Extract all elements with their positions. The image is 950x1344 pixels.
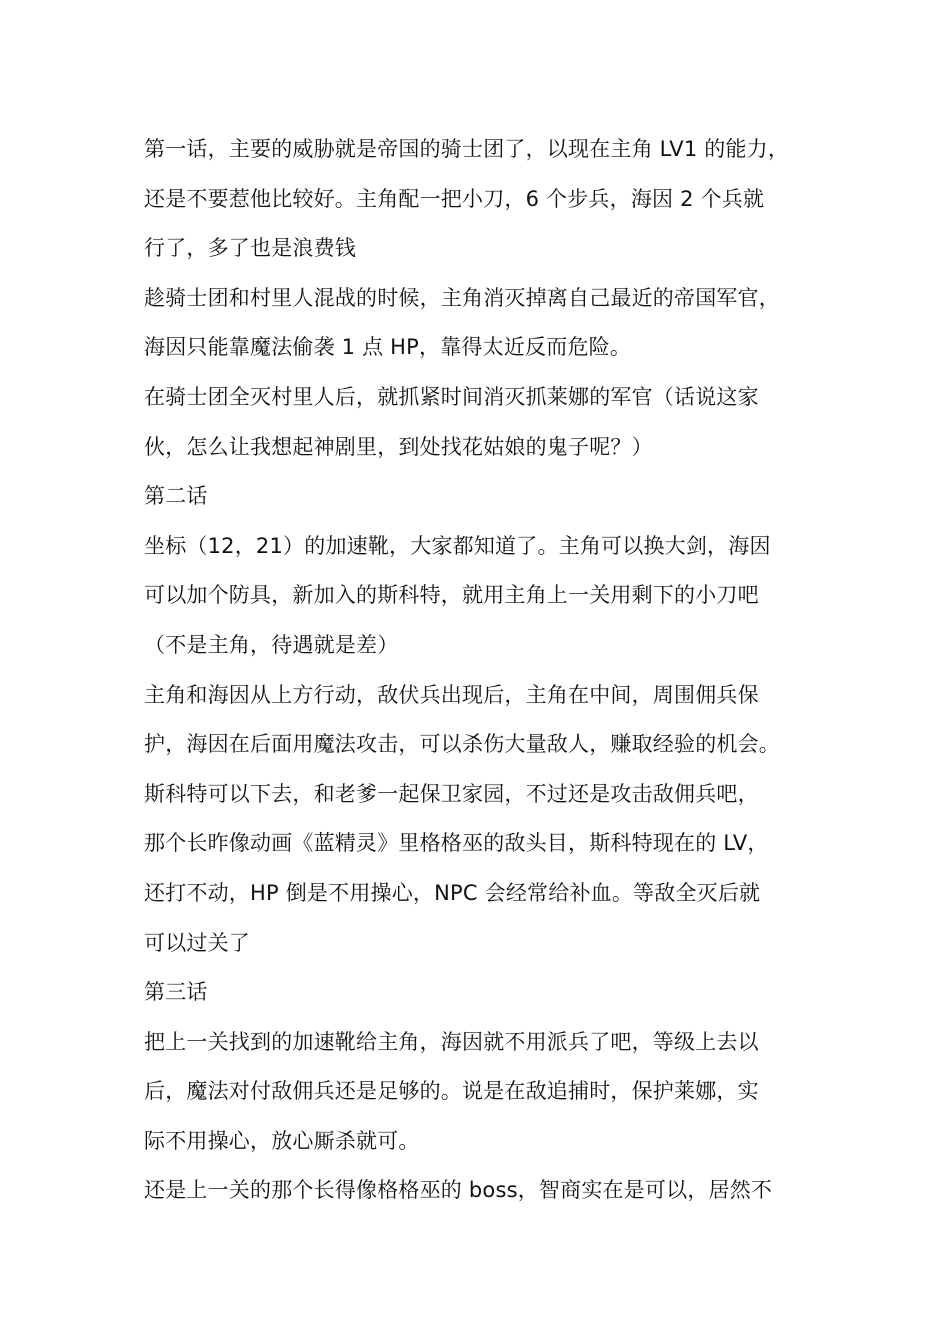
text-line: 斯科特可以下去，和老爹一起保卫家园，不过还是攻击敌佣兵吧， bbox=[144, 781, 759, 806]
section-heading: 第三话 bbox=[144, 980, 208, 1005]
text-line: 还打不动，HP 倒是不用操心，NPC 会经常给补血。等敌全灭后就 bbox=[144, 880, 761, 905]
text-line: 把上一关找到的加速靴给主角，海因就不用派兵了吧，等级上去以 bbox=[144, 1029, 759, 1054]
text-line: 后，魔法对付敌佣兵还是足够的。说是在敌追捕时，保护莱娜，实 bbox=[144, 1079, 759, 1104]
text-line: 可以过关了 bbox=[144, 930, 250, 955]
text-line: 还是上一关的那个长得像格格巫的 boss，智商实在是可以，居然不 bbox=[144, 1178, 773, 1203]
text-line: 坐标（12，21）的加速靴，大家都知道了。主角可以换大剑，海因 bbox=[144, 533, 771, 558]
text-line: 第一话，主要的威胁就是帝国的骑士团了，以现在主角 LV1 的能力， bbox=[144, 137, 790, 161]
text-line: 还是不要惹他比较好。主角配一把小刀，6 个步兵，海因 2 个兵就 bbox=[144, 186, 765, 211]
text-line: 在骑士团全灭村里人后，就抓紧时间消灭抓莱娜的军官（话说这家 bbox=[144, 384, 759, 409]
text-line: 海因只能靠魔法偷袭 1 点 HP，靠得太近反而危险。 bbox=[144, 335, 632, 360]
text-line: 行了，多了也是浪费钱 bbox=[144, 236, 356, 261]
text-line: 际不用操心，放心厮杀就可。 bbox=[144, 1128, 420, 1153]
text-line: 可以加个防具，新加入的斯科特，就用主角上一关用剩下的小刀吧 bbox=[144, 583, 759, 608]
document-body bbox=[144, 125, 834, 1216]
text-line: （不是主角，待遇就是差） bbox=[144, 632, 399, 657]
text-line: 主角和海因从上方行动，敌伏兵出现后，主角在中间，周围佣兵保 bbox=[144, 682, 759, 707]
text-line: 趁骑士团和村里人混战的时候，主角消灭掉离自己最近的帝国军官， bbox=[144, 285, 780, 310]
text-line: 护，海因在后面用魔法攻击，可以杀伤大量敌人，赚取经验的机会。 bbox=[144, 732, 780, 757]
section-heading: 第二话 bbox=[144, 484, 208, 509]
text-line: 那个长昨像动画《蓝精灵》里格格巫的敌头目，斯科特现在的 LV， bbox=[144, 831, 769, 856]
text-line: 伙，怎么让我想起神剧里，到处找花姑娘的鬼子呢？） bbox=[144, 434, 653, 459]
